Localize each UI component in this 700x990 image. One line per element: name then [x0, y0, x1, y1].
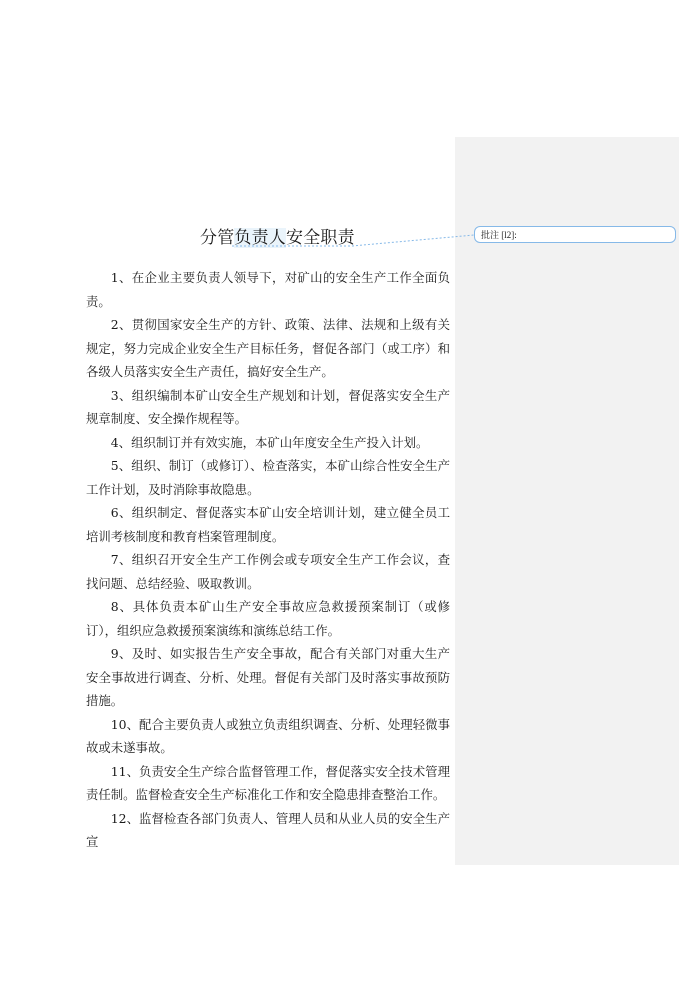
title-suffix: 安全职责: [286, 228, 355, 248]
paragraph: 9、及时、如实报告生产安全事故，配合有关部门对重大生产安全事故进行调查、分析、处理。督促有关部门及时落实事故预防措施。: [86, 646, 450, 708]
comment-pane: [455, 137, 679, 865]
paragraph: 10、配合主要负责人或独立负责组织调查、分析、处理轻微事故或未遂事故。: [86, 716, 450, 755]
document-title: [200, 225, 355, 251]
paragraph: 12、监督检查各部门负责人、管理人员和从业人员的安全生产宣: [86, 810, 450, 849]
comment-balloon[interactable]: [474, 226, 676, 243]
paragraph: 2、贯彻国家安全生产的方针、政策、法律、法规和上级有关规定，努力完成企业安全生产目标任务，督促各部门（或工序）和各级人员落实安全生产责任，搞好安全生产。: [86, 317, 450, 379]
comment-label: 批注 [l2]:: [481, 230, 517, 240]
paragraph: 1、在企业主要负责人领导下，对矿山的安全生产工作全面负责。: [86, 270, 450, 309]
paragraph: 8、具体负责本矿山生产安全事故应急救援预案制订（或修订），组织应急救援预案演练和演练总结工作。: [86, 599, 450, 638]
paragraph: 4、组织制订并有效实施，本矿山年度安全生产投入计划。: [110, 434, 429, 450]
paragraph: 6、组织制定、督促落实本矿山安全培训计划，建立健全员工培训考核制度和教育档案管理制度。: [86, 505, 450, 544]
paragraph: 3、组织编制本矿山安全生产规划和计划，督促落实安全生产规章制度、安全操作规程等。: [86, 387, 450, 426]
paragraph: 11、负责安全生产综合监督管理工作，督促落实安全技术管理责任制。监督检查安全生产标准化工作和安全隐患排查整治工作。: [86, 763, 450, 802]
paragraph: 7、组织召开安全生产工作例会或专项安全生产工作会议，查找问题、总结经验、吸取教训。: [86, 552, 450, 591]
paragraph: 5、组织、制订（或修订）、检查落实，本矿山综合性安全生产工作计划，及时消除事故隐患。: [86, 458, 450, 497]
title-prefix: 分管: [200, 228, 235, 248]
document-body: [86, 266, 450, 854]
title-highlighted-text[interactable]: 负责人: [234, 228, 287, 248]
